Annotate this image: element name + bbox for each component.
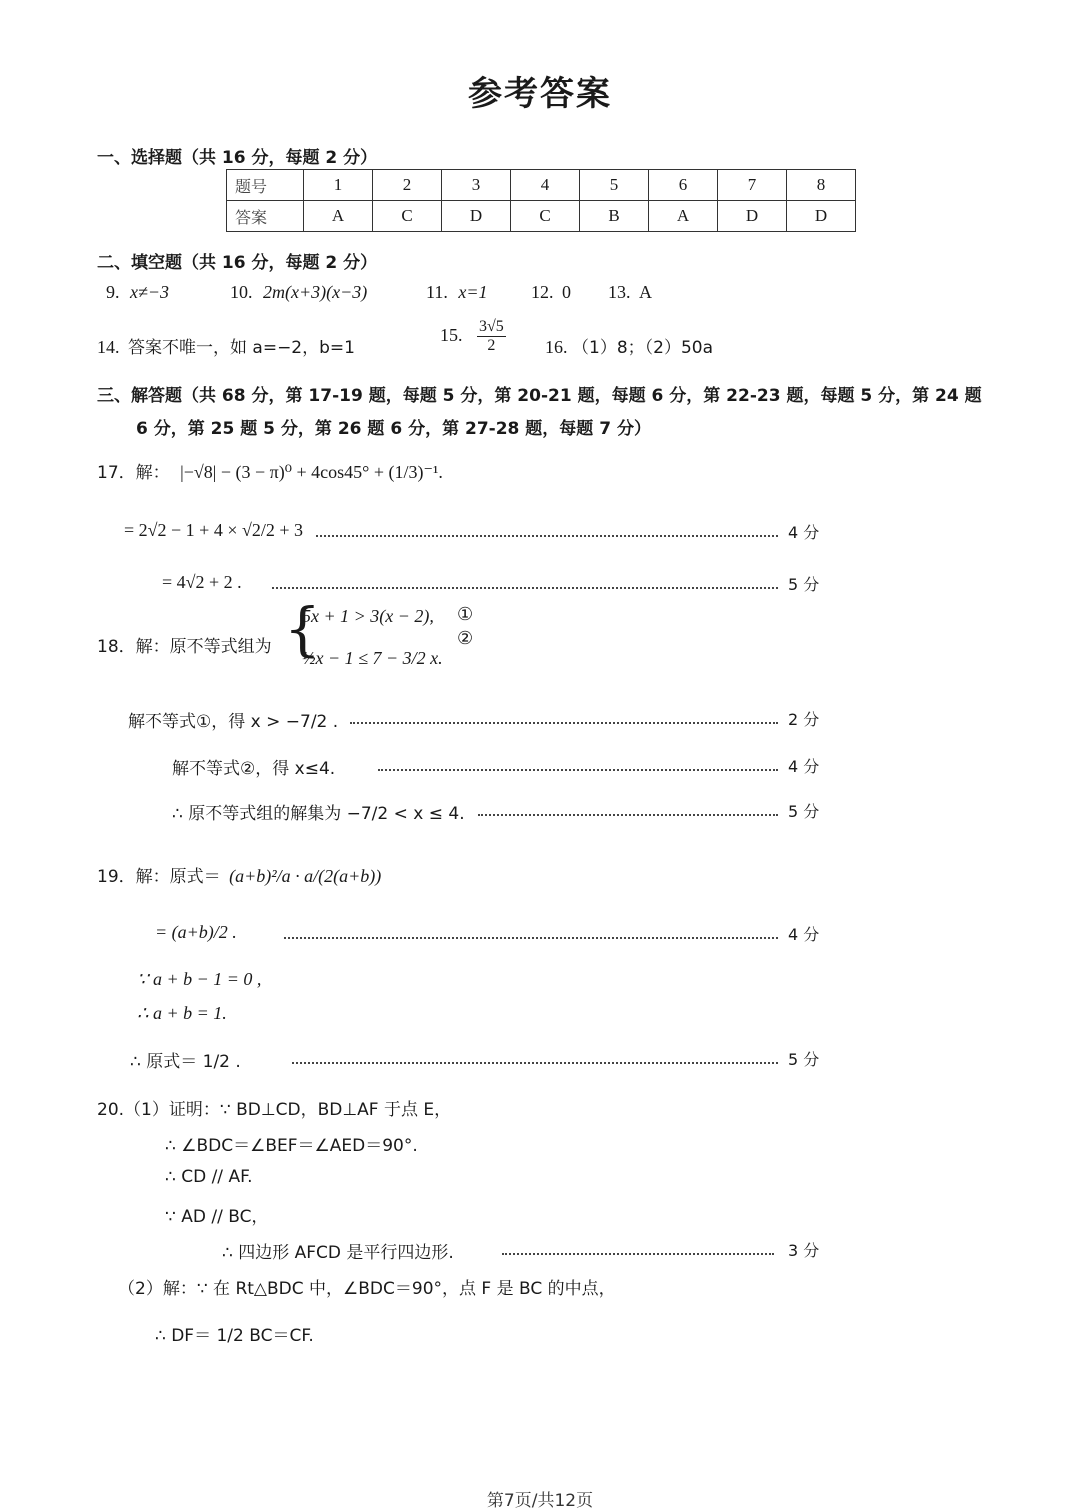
table-cell: 5 [580,170,649,201]
score-label: 4 分 [788,757,820,776]
score-label: 3 分 [788,1241,820,1260]
page-footer: 第7页/共12页 [486,1491,594,1511]
q19-step3: ∴ a + b = 1. [137,1003,227,1023]
table-cell: D [787,201,856,232]
answer-q11 [426,282,487,303]
q18-step3: ∴ 原不等式组的解集为 −7/2 < x ≤ 4. [172,804,465,824]
dotted-leader [502,1253,774,1255]
fraction: $\frac{3√5}{2}$ [479,318,504,355]
answer-value: 2m(x+3)(x−3) [263,282,368,302]
dotted-leader [316,535,778,537]
answer-q15 [440,318,508,356]
math-expression: |−√8| − (3 − π)⁰ + 4cos45° + (1/3)⁻¹. [180,462,443,482]
question-number: 10. [230,282,253,302]
dotted-leader [292,1062,778,1064]
math-expression: (a+b)²/a · a/(2(a+b)) [229,866,382,886]
score-label: 5 分 [788,575,820,594]
table-cell: 3 [442,170,511,201]
table-cell: 8 [787,170,856,201]
table-cell: D [718,201,787,232]
table-cell: B [580,201,649,232]
answer-value: （1）8；（2）50a [572,338,713,358]
question-number: 16. [545,337,568,357]
q20-line2: ∴ ∠BDC＝∠BEF＝∠AED＝90°. [165,1136,418,1156]
table-row-answers [227,201,856,232]
dotted-leader [350,722,778,724]
score-label: 5 分 [788,802,820,821]
answer-value: x≠−3 [130,282,170,302]
score-label: 4 分 [788,523,820,542]
dotted-leader [478,814,778,816]
table-cell: A [649,201,718,232]
brace-icon: { [284,595,321,663]
table-cell: 2 [373,170,442,201]
q17-problem [97,458,443,483]
dotted-leader [284,937,778,939]
q18-inequality-1: 5x + 1 > 3(x − 2), [302,606,434,626]
table-cell: 7 [718,170,787,201]
answer-value: x=1 [458,282,488,302]
section-3-heading-line1: 三、解答题（共 68 分，第 17-19 题，每题 5 分，第 20-21 题，每题 6 分，第 22-23 题，每题 5 分，第 24 题 [97,386,982,406]
answer-value: A [639,282,652,302]
answer-q13 [608,282,652,303]
q17-step2: = 4√2 + 2 . [162,572,242,592]
answer-q16 [545,333,713,358]
table-cell: 1 [304,170,373,201]
q18-mark-2: ② [457,628,474,648]
question-number: 12. [531,282,554,302]
q20-line3: ∴ CD // AF. [165,1167,253,1187]
answer-table [226,169,856,232]
dotted-leader [378,769,778,771]
score-label: 2 分 [788,710,820,729]
question-number: 9. [106,282,120,302]
question-label: 17．解： [97,463,170,483]
table-row-questions [227,170,856,201]
page-title: 参考答案 [468,74,612,114]
question-number: 11. [426,282,448,302]
question-number: 14. [97,337,120,357]
q18-mark-1: ① [457,604,474,624]
question-number: 13. [608,282,631,302]
q18-label: 18．解：原不等式组为 [97,637,272,657]
table-cell: D [442,201,511,232]
answer-value: 0 [562,282,571,302]
q20-line4: ∵ AD // BC， [165,1207,269,1227]
score-label: 5 分 [788,1050,820,1069]
answer-value: 答案不唯一，如 a=−2，b=1 [128,338,355,358]
table-cell: 4 [511,170,580,201]
q18-step1: 解不等式①，得 x > −7/2 . [128,712,339,732]
dotted-leader [272,587,778,589]
table-header-answer: 答案 [227,201,304,232]
table-cell: 6 [649,170,718,201]
score-label: 4 分 [788,925,820,944]
section-1-heading: 一、选择题（共 16 分，每题 2 分） [97,148,378,168]
q19-step1: = (a+b)/2 . [155,922,237,942]
q18-step2: 解不等式②，得 x≤4. [172,759,336,779]
section-2-heading: 二、填空题（共 16 分，每题 2 分） [97,253,378,273]
table-header-question: 题号 [227,170,304,201]
q20-line7: ∴ DF＝ 1/2 BC＝CF. [155,1326,314,1346]
answer-q10 [230,282,367,303]
section-3-heading-line2: 6 分，第 25 题 5 分，第 26 题 6 分，第 27-28 题，每题 7 分） [136,419,651,439]
q19-problem: 19．解：原式＝ (a+b)²/a · a/(2(a+b)) [97,866,382,887]
q20-line5: ∴ 四边形 AFCD 是平行四边形. [222,1243,454,1263]
question-number: 15. [440,325,463,346]
table-cell: C [373,201,442,232]
answer-q14 [97,333,355,358]
q20-line6: （2）解：∵ 在 Rt△BDC 中，∠BDC＝90°，点 F 是 BC 的中点， [118,1279,616,1299]
q18-inequality-2: ½x − 1 ≤ 7 − 3/2 x. [302,648,443,668]
q20-line1: 20.（1）证明：∵ BD⊥CD，BD⊥AF 于点 E， [97,1100,452,1120]
answer-q12 [531,282,571,303]
q17-step1: = 2√2 − 1 + 4 × √2/2 + 3 [124,520,304,540]
q19-step2: ∵ a + b − 1 = 0 , [137,969,262,989]
table-cell: C [511,201,580,232]
q19-step4: ∴ 原式＝ 1/2 . [130,1052,241,1072]
answer-q9 [106,282,169,303]
table-cell: A [304,201,373,232]
